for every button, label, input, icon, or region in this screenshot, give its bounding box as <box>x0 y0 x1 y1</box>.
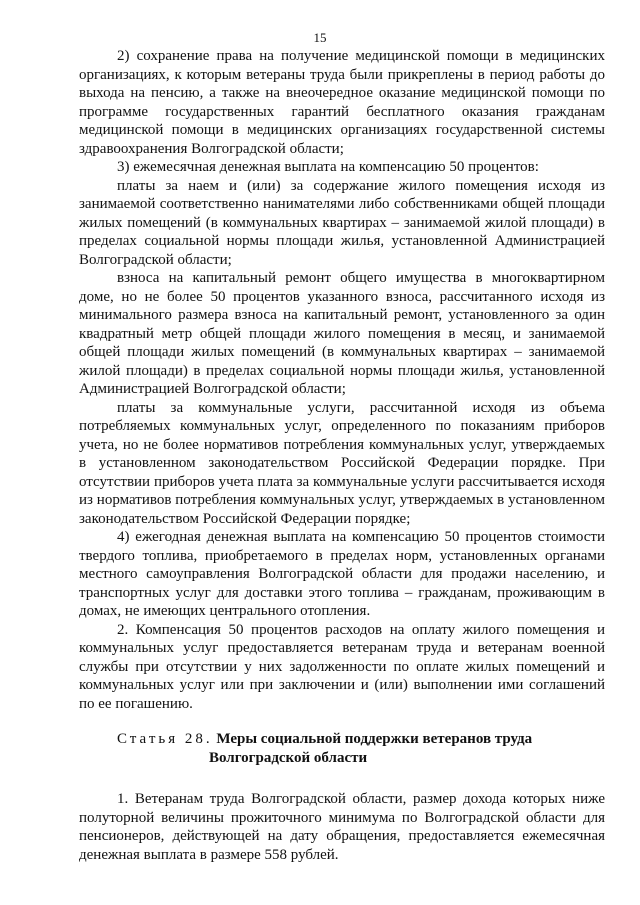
document-body <box>79 47 605 864</box>
paragraph-solid-fuel: 4) ежегодная денежная выплата на компенсацию 50 процентов стоимости твердого топлива, приобретаемого в пределах норм, установленных органами местного самоуправления Волгоградской области для продажи населению, и транспортных услуг для доставки этого топлива – гражданам, проживающим в домах, не имеющих центрального отопления. <box>79 529 605 619</box>
article-title-line2: Волгоградской области <box>209 750 368 766</box>
paragraph-monthly-payment: 3) ежемесячная денежная выплата на компенсацию 50 процентов: <box>117 159 539 175</box>
article-title-line1: Меры социальной поддержки ветеранов труда <box>216 731 533 747</box>
page-number: 15 <box>313 30 327 45</box>
paragraph-medical-care: 2) сохранение права на получение медицинской помощи в медицинских организациях, к которым ветераны труда были прикреплены в период работы до выхода на пенсию, а также на внеочередное оказание медицинской помощи по программе государственных гарантий бесплатного оказания гражданам медицинской помощи в медицинских организациях государственной системы здравоохранения Волгоградской области; <box>79 48 605 157</box>
paragraph-utilities: платы за коммунальные услуги, рассчитанной исходя из объема потребляемых коммунальных услуг, определенного по показаниям приборов учета, но не более нормативов потребления коммунальных услуг, утверждаемых в установленном законодательством Российской Федерации порядке. При отсутствии приборов учета плата за коммунальные услуги рассчитывается исходя из нормативов потребления коммунальных услуг, утверждаемых в установленном законодательством Российской Федерации порядке; <box>79 399 605 527</box>
paragraph-housing-fee: платы за наем и (или) за содержание жилого помещения исходя из занимаемой соответственно нанимателями либо собственниками общей площади жилых помещений (в коммунальных квартирах – занимаемой жилой площади) в пределах социальной нормы площади жилья, установленной Администрацией Волгоградской области; <box>79 177 605 268</box>
article-label: Статья 28. <box>117 731 213 747</box>
article-heading <box>79 730 605 768</box>
paragraph-compensation-conditions: 2. Компенсация 50 процентов расходов на оплату жилого помещения и коммунальных услуг предоставляется ветеранам труда и ветеранам военной службы при отсутствии у них задолженности по оплате жилых помещений и коммунальных услуг или при заключении и (или) выполнении ими соглашений по ее погашению. <box>79 621 605 712</box>
paragraph-labor-veterans-payment: 1. Ветеранам труда Волгоградской области, размер дохода которых ниже полуторной величины прожиточного минимума по Волгоградской области для пенсионеров, действующей на дату обращения, предоставляется ежемесячная денежная выплата в размере 558 рублей. <box>79 791 605 863</box>
paragraph-capital-repair: взноса на капитальный ремонт общего имущества в многоквартирном доме, но не более 50 процентов указанного взноса, рассчитанного исходя из минимального размера взноса на капитальный ремонт, установленного за один квадратный метр общей площади жилого помещения в месяц, и занимаемой общей площади жилых помещений (в коммунальных квартирах – занимаемой жилой площади) в пределах социальной нормы площади жилья, установленной Администрацией Волгоградской области; <box>79 270 605 397</box>
